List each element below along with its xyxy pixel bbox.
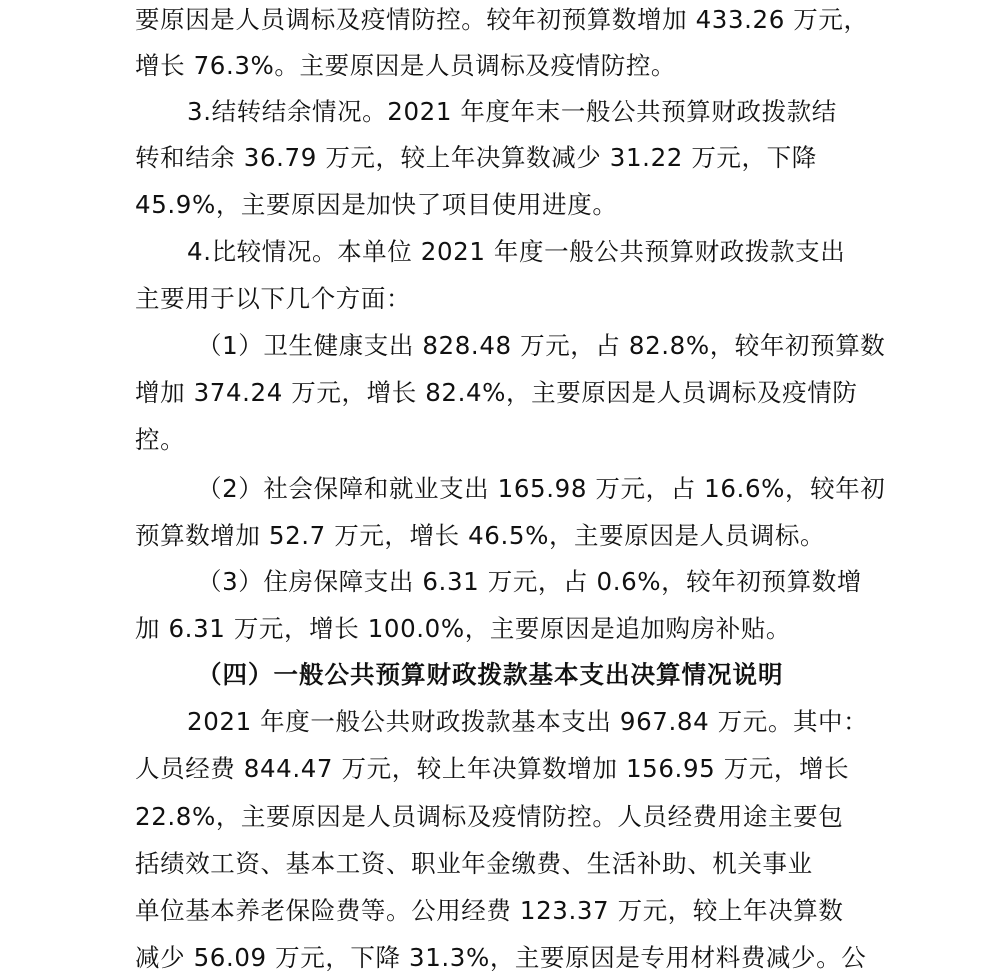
text-line: 45.9%，主要原因是加快了项目使用进度。 bbox=[135, 190, 618, 219]
text-line: 单位基本养老保险费等。公用经费 123.37 万元，较上年决算数 bbox=[135, 896, 844, 925]
text-line: 加 6.31 万元，增长 100.0%，主要原因是追加购房补贴。 bbox=[135, 614, 792, 643]
text-line: 括绩效工资、基本工资、职业年金缴费、生活补助、机关事业 bbox=[135, 849, 813, 878]
section-heading: （四）一般公共预算财政拨款基本支出决算情况说明 bbox=[197, 660, 784, 689]
text-line: 增长 76.3%。主要原因是人员调标及疫情防控。 bbox=[135, 51, 677, 80]
text-line: （1）卫生健康支出 828.48 万元，占 82.8%，较年初预算数 bbox=[197, 331, 886, 360]
text-line: 增加 374.24 万元，增长 82.4%，主要原因是人员调标及疫情防 bbox=[135, 378, 858, 407]
text-line: 转和结余 36.79 万元，较上年决算数减少 31.22 万元，下降 bbox=[135, 143, 817, 172]
text-line: （3）住房保障支出 6.31 万元，占 0.6%，较年初预算数增 bbox=[197, 567, 862, 596]
text-line: 22.8%，主要原因是人员调标及疫情防控。人员经费用途主要包 bbox=[135, 802, 844, 831]
text-line: 要原因是人员调标及疫情防控。较年初预算数增加 433.26 万元， bbox=[135, 5, 869, 34]
text-line: 主要用于以下几个方面： bbox=[135, 284, 412, 313]
text-line: 减少 56.09 万元，下降 31.3%，主要原因是专用材料费减少。公 bbox=[135, 943, 867, 972]
text-line: 2021 年度一般公共财政拨款基本支出 967.84 万元。其中： bbox=[187, 707, 869, 736]
text-line: （2）社会保障和就业支出 165.98 万元，占 16.6%，较年初 bbox=[197, 474, 886, 503]
text-line: 控。 bbox=[135, 425, 186, 454]
text-line: 预算数增加 52.7 万元，增长 46.5%，主要原因是人员调标。 bbox=[135, 521, 826, 550]
text-line: 4.比较情况。本单位 2021 年度一般公共预算财政拨款支出 bbox=[187, 237, 846, 266]
text-line: 人员经费 844.47 万元，较上年决算数增加 156.95 万元，增长 bbox=[135, 754, 850, 783]
text-line: 3.结转结余情况。2021 年度年末一般公共预算财政拨款结 bbox=[187, 97, 837, 126]
